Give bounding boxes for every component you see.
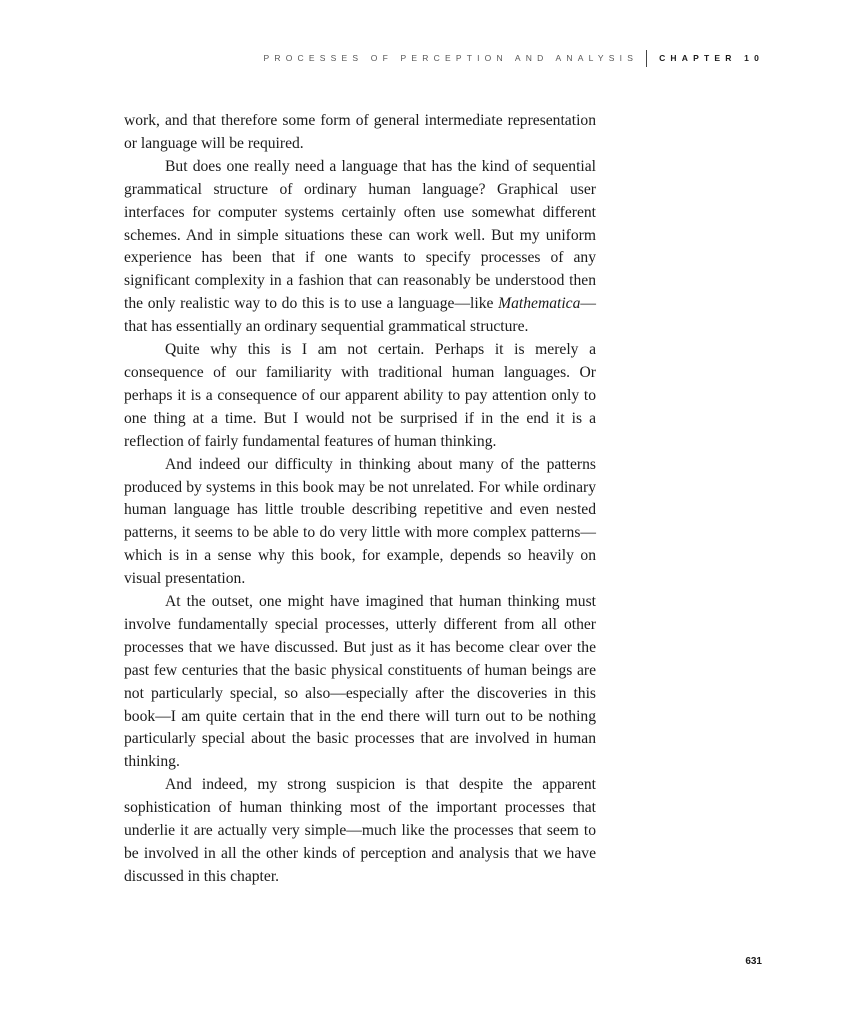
paragraph bbox=[124, 156, 596, 339]
header-divider bbox=[646, 50, 647, 67]
emphasized-term: Mathematica bbox=[498, 295, 581, 313]
running-header-section-title: PROCESSES OF PERCEPTION AND ANALYSIS bbox=[263, 53, 639, 63]
paragraph-text: Quite why this is I am not certain. Perhaps it is merely a consequence of our familiarity with traditional human languages. Or perhaps it is a consequence of our apparent ability to pay attention only to one thing at a time. But I would not be surprised if in the end it is a reflection of fairly fundamental features of human thinking. bbox=[124, 341, 596, 450]
paragraph bbox=[124, 774, 596, 889]
paragraph-continued bbox=[124, 110, 596, 156]
paragraph-text: At the outset, one might have imagined that human thinking must involve fundamentally special processes, utterly different from all other processes that we have discussed. But just as it has become clear over the past few centuries that the basic physical constituents of human beings are not particularly special, so also—especially after the discoveries in this book—I am quite certain that in the end there will turn out to be nothing particularly special about the basic processes that are involved in human thinking. bbox=[124, 593, 596, 771]
paragraph bbox=[124, 339, 596, 454]
paragraph-text: And indeed, my strong suspicion is that despite the apparent sophistication of human thinking most of the important processes that underlie it are actually very simple—much like the processes that seem to be involved in all the other kinds of perception and analysis that we have discussed in this chapter. bbox=[124, 776, 596, 885]
paragraph-text: work, and that therefore some form of general intermediate representation or language will be required. bbox=[124, 112, 596, 152]
running-header bbox=[264, 50, 764, 66]
paragraph-text-continued: —that has essentially an ordinary sequential grammatical structure. bbox=[124, 295, 596, 336]
running-header-chapter-label: CHAPTER 10 bbox=[659, 53, 764, 63]
paragraph-text: But does one really need a language that has the kind of sequential grammatical structure of ordinary human language? Graphical user interfaces for computer systems certainly often use somewhat different schemes. And in simple situations these can work well. But my uniform experience has been that if one wants to specify processes of any significant complexity in a fashion that can reasonably be understood then the only realistic way to do this is to use a language—like bbox=[124, 157, 596, 313]
paragraph bbox=[124, 591, 596, 774]
paragraph bbox=[124, 454, 596, 591]
body-text bbox=[124, 110, 596, 889]
paragraph-text: And indeed our difficulty in thinking about many of the patterns produced by systems in this book may be not unrelated. For while ordinary human language has little trouble describing repetitive and even nested patterns, it seems to be able to do very little with more complex patterns—which is in a sense why this book, for example, depends so heavily on visual presentation. bbox=[124, 455, 596, 588]
page-number: 631 bbox=[745, 956, 762, 967]
